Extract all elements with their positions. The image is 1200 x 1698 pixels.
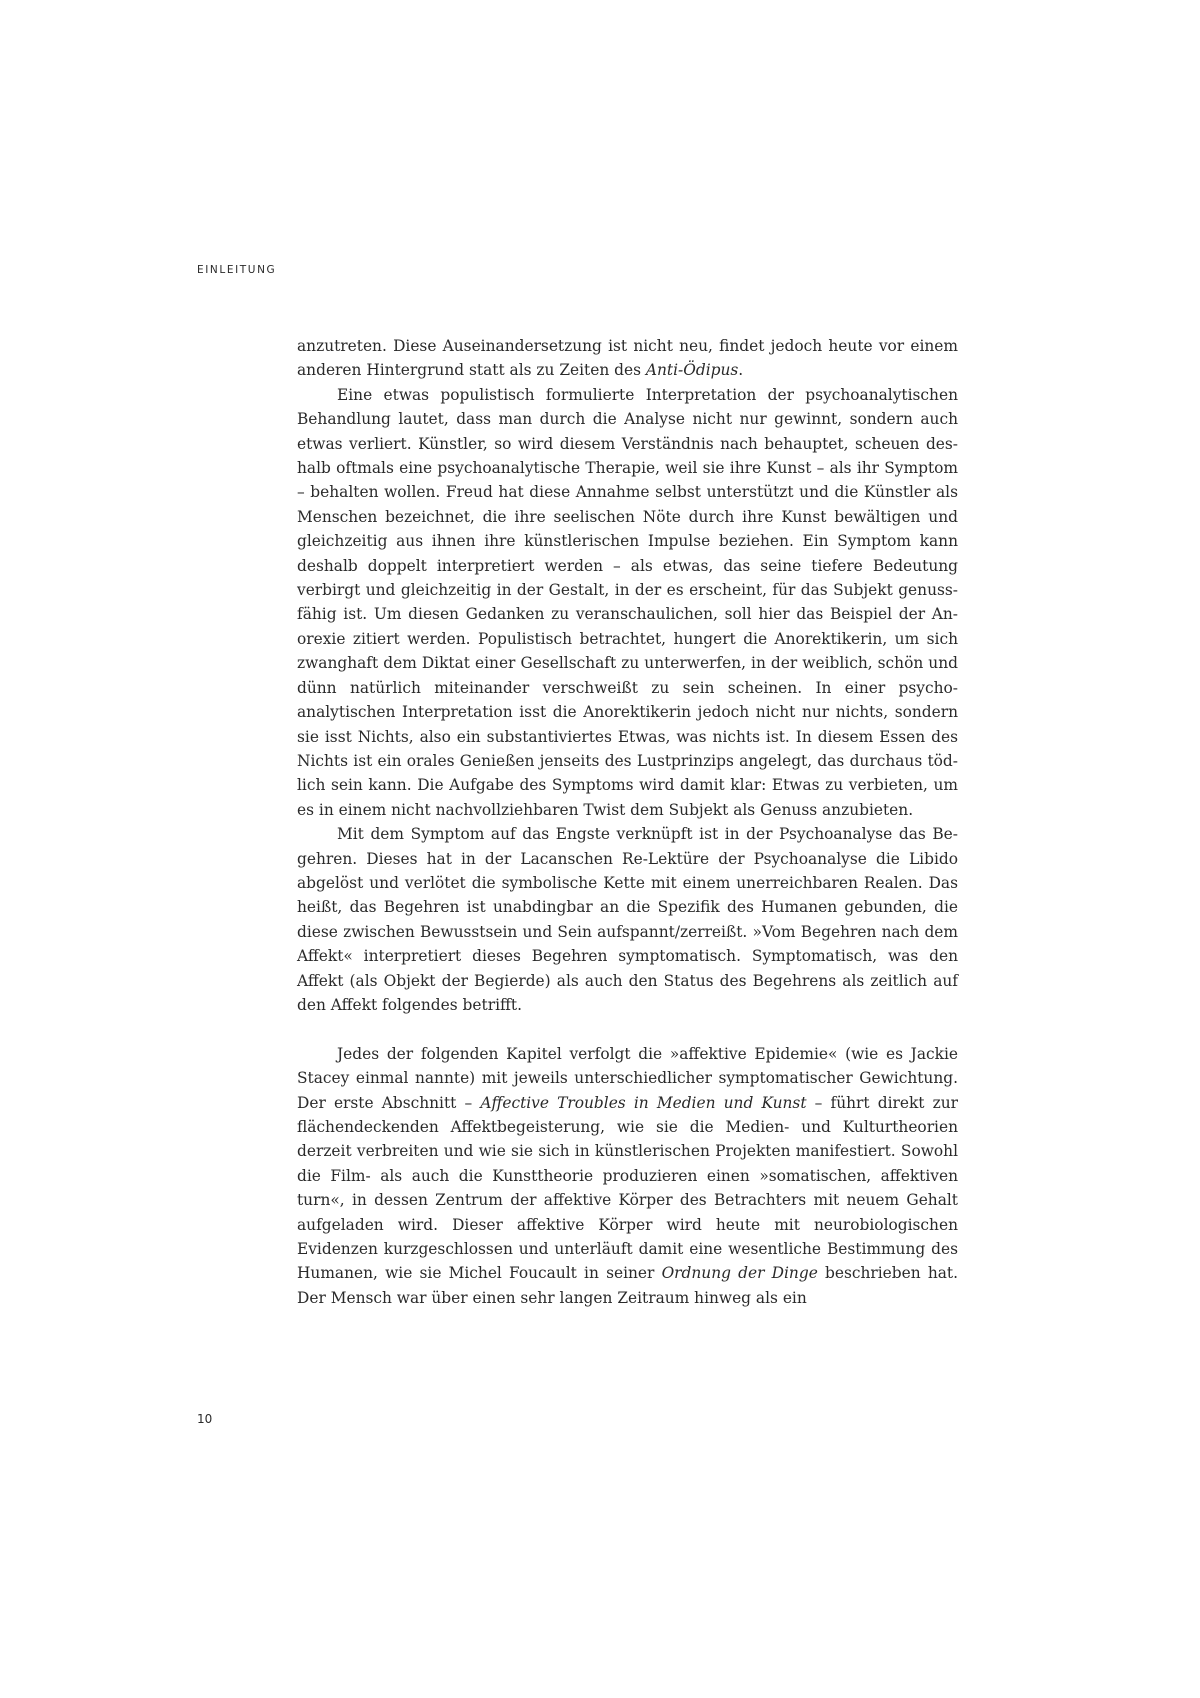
paragraph-4-text-3: beschrieben hat. Der Mensch war über einen sehr langen Zeitraum hinweg als ein (297, 1264, 958, 1307)
paragraph-2-text: Eine etwas populistisch formulierte Interpretation der psychoanalytischen Behandlung lautet, dass man durch die Analyse nicht nur gewinnt, sondern auch etwas verliert. Künstler, so wird diesem Verständnis nach behauptet, scheuen deshalb oftmals eine psychoanalytische Therapie, weil sie ihre Kunst – als ihr Symptom – behalten wollen. Freud hat diese Annahme selbst unterstützt und die Künstler als Menschen bezeichnet, die ihre seelischen Nöte durch ihre Kunst bewältigen und gleichzeitig aus ihnen ihre künstlerischen Impulse beziehen. Ein Symptom kann deshalb doppelt interpretiert werden – als etwas, das seine tiefere Bedeutung verbirgt und gleichzeitig in der Gestalt, in der es erscheint, für das Subjekt genussfähig ist. Um diesen Gedanken zu veranschaulichen, soll hier das Beispiel der Anorexie zitiert werden. Populistisch betrachtet, hungert die Anorektikerin, um sich zwanghaft dem Diktat einer Gesellschaft zu unterwerfen, in der weiblich, schön und dünn natürlich miteinander verschweißt zu sein scheinen. In einer psychoanalytischen Interpretation isst die Anorektikerin jedoch nicht nur nichts, sondern sie isst Nichts, also ein substantiviertes Etwas, was nichts ist. In diesem Essen des Nichts ist ein orales Genießen jenseits des Lustprinzips angelegt, das durchaus tödlich sein kann. Die Aufgabe des Symptoms wird damit klar: Etwas zu verbieten, um es in einem nicht nachvollziehbaren Twist dem Subjekt als Genuss anzubieten. (297, 385, 958, 819)
body-text (297, 334, 958, 1310)
paragraph-1 (297, 334, 958, 383)
paragraph-3-text: Mit dem Symptom auf das Engste verknüpft ist in der Psychoanalyse das Begehren. Dieses hat in der Lacanschen Re-Lektüre der Psychoanalyse die Libido abgelöst und verlötet die symbolische Kette mit einem unerreichbaren Realen. Das heißt, das Begehren ist unabdingbar an die Spezifik des Humanen gebunden, die diese zwischen Bewusstsein und Sein aufspannt/zerreißt. »Vom Begehren nach dem Affekt« interpretiert dieses Begehren symptomatisch. Symptomatisch, was den Affekt (als Objekt der Begierde) als auch den Status des Begehrens als zeitlich auf den Affekt folgendes betrifft. (297, 825, 958, 1014)
paragraph-2 (297, 383, 958, 822)
paragraph-1-text-1: anzutreten. Diese Auseinandersetzung ist nicht neu, findet jedoch heute vor einem anderen Hintergrund statt als zu Zeiten des (297, 337, 958, 380)
section-title-affective-troubles: Affective Troubles in Medien und Kunst (480, 1093, 807, 1112)
paragraph-4 (297, 1042, 958, 1310)
book-title-anti-oedipus: Anti-Ödipus (645, 361, 739, 380)
page-number: 10 (197, 1412, 213, 1426)
paragraph-1-text-2: . (738, 361, 744, 380)
running-head: EINLEITUNG (197, 264, 277, 276)
paragraph-4-text-2: – führt direkt zur flächendeckenden Affektbegeisterung, wie sie die Medien- und Kulturtheorien derzeit verbreiten und wie sie sich in künstlerischen Projekten manifestiert. Sowohl die Film- als auch die Kunsttheorie produzieren einen »somatischen, affektiven turn«, in dessen Zentrum der affektive Körper des Betrachters mit neuem Gehalt aufgeladen wird. Dieser affektive Körper wird heute mit neurobiologischen Evidenzen kurzgeschlossen und unterläuft damit eine wesentliche Bestimmung des Humanen, wie sie Michel Foucault in seiner (297, 1093, 958, 1283)
paragraph-3 (297, 822, 958, 1017)
paragraph-4-text-1: Jedes der folgenden Kapitel verfolgt die »affektive Epidemie« (wie es Jackie Stacey einmal nannte) mit jeweils unterschiedlicher symptomatischer Gewichtung. Der erste Abschnitt – (297, 1044, 958, 1112)
book-title-ordnung-der-dinge: Ordnung der Dinge (661, 1264, 818, 1283)
